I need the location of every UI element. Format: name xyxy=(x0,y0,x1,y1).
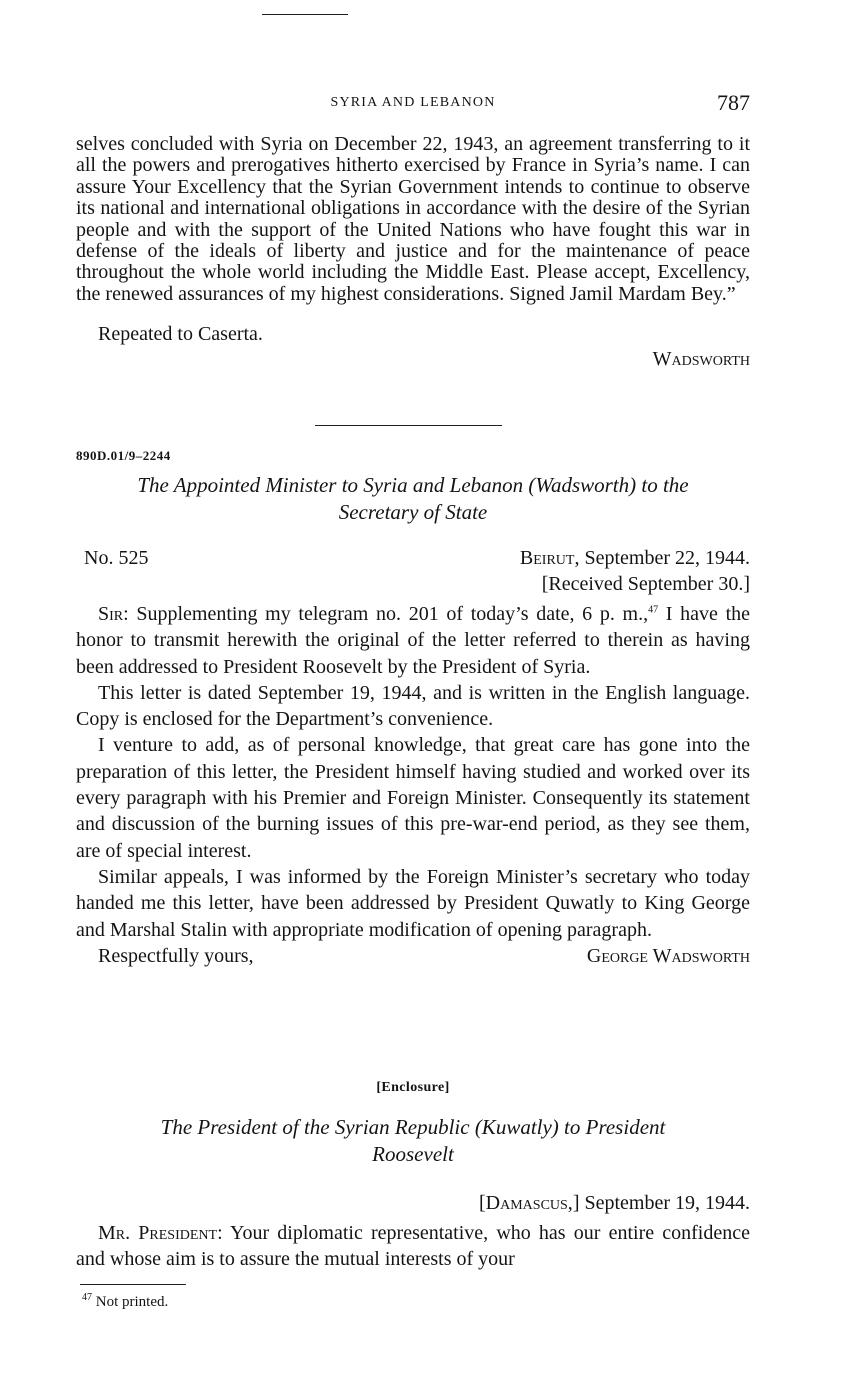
opening-signature: Wadsworth xyxy=(652,347,750,370)
dispatch-body xyxy=(76,601,750,969)
running-title: SYRIA AND LEBANON xyxy=(330,95,496,110)
opening-paragraph: selves concluded with Syria on December 22, 1943, an agreement transferring to it all the powers and prerogatives hitherto exercised by France in Syria’s name. I can assure Your Excellency that the Syrian Government intends to continue to observe its national and international obligations in accordance with the desire of the Syrian people and with the support of the United Nations who have fought this war in defense of the ideals of liberty and justice and for the maintenance of peace throughout the whole world including the Middle East. Please accept, Excellency, the renewed assurances of my highest considerations. Signed Jamil Mardam Bey.” xyxy=(76,133,750,305)
received-date: [Received September 30.] xyxy=(541,573,750,595)
dispatch-paragraph-1-text: Supplementing my telegram no. 201 of today’s date, 6 p. m., xyxy=(128,603,649,625)
section-divider xyxy=(315,425,502,426)
dispatch-paragraph-4: Similar appeals, I was informed by the Foreign Minister’s secretary who today handed me this letter, have been addressed by President Quwatly to King George and Marshal Stalin with appropriate modification of opening paragraph. xyxy=(76,865,750,941)
footnote xyxy=(76,1294,756,1311)
enclosure-date: ] September 19, 1944. xyxy=(572,1192,750,1214)
enclosure-dateline xyxy=(76,1190,750,1216)
dispatch-paragraph-1-cont: I have the honor to transmit herewith the original of the letter referred to therein as having been addressed to President Roosevelt by the President of Syria. xyxy=(76,603,750,678)
enclosure-place: Damascus, xyxy=(485,1192,573,1214)
document-title-line1: The Appointed Minister to Syria and Lebanon (Wadsworth) to the xyxy=(137,473,689,497)
footnote-marker: 47 xyxy=(82,1292,92,1303)
dateline-text xyxy=(520,545,750,571)
dispatch-paragraph-3: I venture to add, as of personal knowledge, that great care has gone into the preparation of this letter, the President himself having studied and worked over its every paragraph with his Premier and Foreign Minister. Consequently its statement and discussion of the burning issues of this pre-war-end period, as they see them, are of special interest. xyxy=(76,734,750,862)
opening-section xyxy=(76,134,750,372)
dispatch-number: No. 525 xyxy=(84,547,149,569)
footnote-rule xyxy=(80,1284,186,1285)
enclosure-paragraph xyxy=(76,1220,750,1273)
enclosure-label: [Enclosure] xyxy=(376,1080,450,1095)
dateline xyxy=(76,545,750,597)
running-head xyxy=(76,90,750,120)
dateline-place: Beirut, xyxy=(519,547,580,569)
enclosure-body xyxy=(76,1190,750,1273)
file-number: 890D.01/9–2244 xyxy=(76,448,171,463)
top-rule xyxy=(262,14,348,15)
dateline-date: September 22, 1944. xyxy=(579,547,750,569)
closing: Respectfully yours, xyxy=(98,944,254,967)
page-number: 787 xyxy=(717,90,750,115)
footnote-ref: 47 xyxy=(648,604,659,616)
enclosure-text: Your diplomatic representative, who has our entire confidence and whose aim is to assure the mutual interests of your xyxy=(76,1222,750,1271)
footnote-text xyxy=(82,1294,756,1311)
enclosure-salutation: Mr. President: xyxy=(98,1222,223,1244)
repeated-line: Repeated to Caserta. xyxy=(98,323,263,346)
dispatch-paragraph-1 xyxy=(76,601,750,680)
salutation: Sir: xyxy=(98,603,129,625)
document-heading xyxy=(76,448,750,526)
dispatch-signature: George Wadsworth xyxy=(586,944,750,967)
closing-row xyxy=(76,943,750,969)
dispatch-paragraph-2: This letter is dated September 19, 1944, and is written in the English language. Copy is enclosed for the Department’s convenience. xyxy=(76,681,750,731)
enclosure-title-line2: Roosevelt xyxy=(372,1142,454,1166)
enclosure-section xyxy=(76,1080,750,1168)
enclosure-title-line1: The President of the Syrian Republic (Kuwatly) to President xyxy=(160,1115,666,1139)
document-title-line2: Secretary of State xyxy=(338,500,488,524)
footnote-body: Not printed. xyxy=(92,1294,169,1310)
enclosure-date-prefix: [ xyxy=(479,1192,486,1214)
